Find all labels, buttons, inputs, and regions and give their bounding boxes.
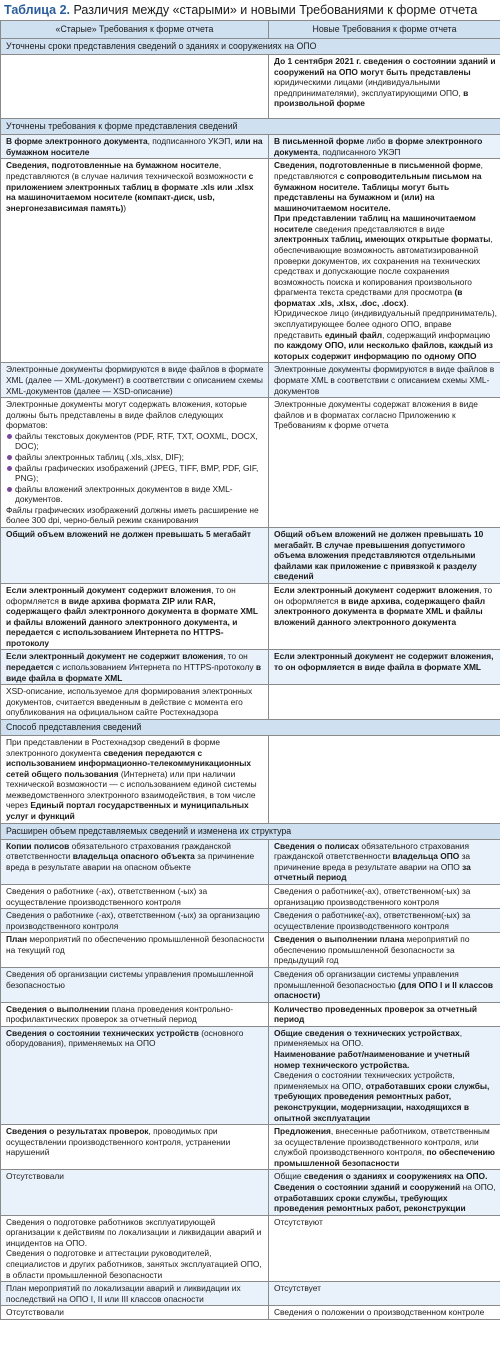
table-row [1, 398, 500, 528]
table-row [1, 933, 500, 968]
bold-run: Общие сведения о технических устройствах [274, 1027, 460, 1038]
text-run: , подписанного УКЭП [317, 146, 401, 157]
cell-new [269, 735, 500, 823]
text-run: , проводимых при осуществлении производственного контроля, устранении нарушений [6, 1126, 231, 1158]
bold-run: Если электронный документ содержит вложения [274, 584, 480, 595]
bold-run: электронных таблиц, имеющих открытые форматы [274, 234, 491, 245]
cell-old [1, 583, 269, 649]
cell-old [1, 968, 269, 1003]
cell-old [1, 685, 269, 720]
cell-old [1, 735, 269, 823]
text-run: Отсутствуют [274, 1216, 323, 1227]
bold-run: Сведения о выполнении плана [274, 934, 405, 945]
text-run: Общие [274, 1171, 304, 1182]
cell-paragraph: Файлы графических изображений должны иметь расширение не более 300 dpi, черно-белый режим сканирования [6, 504, 259, 526]
cell-new [269, 1170, 500, 1215]
cell-paragraph [274, 1028, 497, 1049]
cell-paragraph [274, 1171, 497, 1182]
header-row [1, 21, 500, 39]
cell-paragraph [274, 308, 497, 361]
text-run: (Интернета) или при наличии технической возможности — с использованием единой системы межведомственного электронного взаимодействия, в том числе через [6, 768, 257, 811]
section-title: Уточнены требования к форме представления сведений [1, 119, 500, 135]
cell-old [1, 1170, 269, 1215]
table-row [1, 1125, 500, 1170]
text-run: , представляются [274, 160, 483, 181]
bold-run: Общий объем вложений не должен превышать 10 мегабайт. [274, 529, 484, 550]
cell-paragraph [6, 1248, 265, 1280]
section-row [1, 823, 500, 839]
text-run: , то он оформляется [274, 584, 493, 606]
cell-new [269, 1215, 500, 1281]
text-run: . [406, 297, 409, 308]
text-run: Отсутствовали [6, 1307, 64, 1318]
cell-paragraph [274, 160, 497, 213]
text-run: , обеспечивающие возможность автоматизированной проверки документов, их сохранения на технических средствах и допускающие после сохранения возможность поиска и копирования произвольного фрагмента текста средствами для просмотра [274, 234, 493, 298]
bold-run: Единый портал государственных и муниципальных услуг и функций [6, 800, 249, 821]
text-run: Сведения о работнике(-ах), ответственном(-ых) за осуществление производственного контроля [274, 910, 471, 931]
text-run: за причинение вреда в результате аварии на опасном объекте [6, 851, 255, 872]
bold-run: Сведения о состоянии технических устройств [6, 1027, 199, 1038]
text-run: Отсутствует [274, 1283, 321, 1294]
column-header-new: Новые Требования к форме отчета [269, 21, 500, 39]
text-run: Электронные документы формируются в виде файлов в формате XML в соответствии с описанием схемы XML-документов [274, 364, 495, 396]
section-title: Способ представления сведений [1, 719, 500, 735]
table-row [1, 839, 500, 884]
cell-old [1, 1125, 269, 1170]
bold-run: Сведения о состоянии зданий и сооружений [274, 1182, 461, 1192]
bold-run: До 1 сентября 2021 г. сведения о состоянии зданий и сооружений на ОПО могут быть представлены [274, 56, 496, 77]
bold-run: Сведения о выполнении [6, 1003, 110, 1014]
section-title: Расширен объем представляемых сведений и изменена их структура [1, 823, 500, 839]
list-item: файлы вложений электронных документов в виде XML-документов. [6, 484, 265, 505]
bold-run: сведения передаются с использованием информационно-телекоммуникационных сетей общего пользования [6, 747, 252, 779]
bold-run: по каждому ОПО, или несколько файлов, каждый из которых содержит информацию по одному ОПО [274, 340, 493, 361]
cell-new [269, 968, 500, 1003]
text-run: Сведения о работнике (-ах), ответственном (-ых) за организацию производственного контроля [6, 910, 260, 931]
cell-paragraph [274, 1182, 497, 1214]
table-row [1, 159, 500, 363]
table-row [1, 884, 500, 908]
bold-run: отработавших сроки службы, требующих проведения ремонтных работ, реконструкции, модернизации, находящихся в опытной эксплуатации [274, 1080, 490, 1123]
bold-run: Сведения, подготовленные на бумажном носителе [6, 160, 219, 171]
cell-paragraph [274, 1070, 497, 1123]
text-run: сведения представляются в виде [312, 223, 445, 234]
text-run: (основного оборудования), применяемых на ОПО [6, 1027, 244, 1049]
cell-new [269, 398, 500, 528]
bold-run: в произвольной форме [274, 87, 469, 109]
text-run: Сведения об организации системы управления промышленной безопасностью [6, 969, 254, 990]
bold-run: отработавших сроки службы, требующих проведения ремонтных работ, реконструкции [274, 1192, 466, 1214]
cell-new [269, 650, 500, 685]
text-run: мероприятий по обеспечению промышленной безопасности за предыдущий год [274, 934, 470, 966]
text-run: Сведения о подготовке и аттестации руководителей, специалистов и других работников, занятых эксплуатацией ОПО, в области промышленной безопасности [6, 1248, 262, 1280]
text-run: Сведения о положении о производственном контроле [274, 1307, 485, 1318]
text-run: Сведения о работнике(-ах), ответственном(-ых) за организацию производственного контроля [274, 885, 471, 907]
text-run: План мероприятий по локализации аварий и ликвидации их последствий на ОПО I, II или III классов опасности [6, 1283, 241, 1304]
bold-run: Копии полисов [6, 840, 70, 851]
table-row [1, 135, 500, 159]
bold-run: План [6, 934, 28, 945]
cell-old [1, 884, 269, 908]
format-list [6, 431, 265, 505]
text-run: юридическими лицами (индивидуальными предпринимателями), эксплуатирующими ОПО, [274, 77, 464, 98]
table-row [1, 55, 500, 119]
table-number: Таблица 2. [4, 3, 70, 17]
text-run: Электронные документы формируются в виде файлов в формате XML (далее — XML-документ) в соответствии с описанием схемы XML-документов (далее — XSD-описание) [6, 364, 264, 396]
cell-old [1, 1002, 269, 1026]
text-run: Сведения о подготовке работников эксплуатирующей организации к действиям по локализации и ликвидации аварий и инцидентов на ОПО. [6, 1216, 262, 1248]
bold-run: Предложения [274, 1126, 331, 1137]
cell-paragraph [274, 213, 497, 308]
text-run: ) [123, 202, 127, 213]
text-run: , применяемых на ОПО. [274, 1027, 463, 1049]
cell-old [1, 135, 269, 159]
cell-old [1, 650, 269, 685]
bold-run: в виде архива, содержащего файл электронного документа в формате XML и файлы вложений данного электронного документа [274, 595, 486, 627]
cell-old [1, 159, 269, 363]
bold-run: Сведения о полисах [274, 840, 360, 851]
table-row [1, 1026, 500, 1124]
text-run: , подписанного УКЭП, [147, 136, 235, 147]
bold-run: В случае превышения допустимого объема вложения представляются отдельными файлами как приложение с привязкой к разделу сведений [274, 539, 477, 582]
cell-old [1, 1026, 269, 1124]
cell-old [1, 528, 269, 584]
text-run: XSD-описание, используемое для формирования электронных документов, считается введенным в действие с момента его опубликования на официальном сайте Ростехнадзора [6, 686, 253, 718]
bold-run: (для ОПО I и II классов опасности) [274, 979, 494, 1001]
table-row [1, 583, 500, 649]
cell-old [1, 933, 269, 968]
comparison-table [0, 20, 500, 1320]
text-run: Сведения о работнике (-ах), ответственном (-ых) за осуществление производственного контроля [6, 885, 208, 907]
bold-run: Сведения о результатах проверок [6, 1126, 149, 1137]
bold-run: Если электронный документ не содержит вложения, то он оформляется в виде файла в формате XML [274, 651, 494, 672]
cell-new [269, 55, 500, 119]
section-title: Уточнены сроки представления сведений о зданиях и сооружениях на ОПО [1, 39, 500, 55]
text-run: , то он оформляется [6, 584, 236, 606]
bold-run: или на бумажном носителе [6, 136, 263, 157]
cell-new [269, 1026, 500, 1124]
table-row [1, 1282, 500, 1306]
cell-paragraph [274, 1049, 497, 1070]
list-item: файлы электронных таблиц (.xls,.xlsx, DIF); [6, 452, 265, 463]
text-run: за причинение вреда в результате аварии на ОПО [274, 851, 471, 872]
table-row [1, 1002, 500, 1026]
cell-new [269, 1125, 500, 1170]
text-run: , то он [223, 651, 248, 662]
cell-new [269, 135, 500, 159]
bold-run: единый файл [324, 329, 383, 340]
table-row [1, 363, 500, 398]
bold-run: Если электронный документ не содержит вложения [6, 651, 224, 662]
table-row [1, 1170, 500, 1215]
cell-paragraph [6, 1217, 265, 1249]
text-run: Электронные документы содержат вложения в виде файлов и в форматах согласно Приложению к Требованиям к форме отчета [274, 399, 478, 431]
table-row [1, 1215, 500, 1281]
table-row [1, 1306, 500, 1320]
cell-new [269, 884, 500, 908]
cell-old [1, 55, 269, 119]
text-run: Юридическое лицо (индивидуальный предприниматель), эксплуатирующее более одного ОПО, вправе представить [274, 308, 497, 340]
table-row [1, 685, 500, 720]
bold-run: в виде файла в формате XML [6, 661, 262, 683]
text-run: плана проведения контрольно-профилактических проверок за отчетный период [6, 1003, 233, 1025]
table-row [1, 968, 500, 1003]
cell-old [1, 398, 269, 528]
text-run: , содержащий информацию [382, 329, 491, 340]
table-row [1, 909, 500, 933]
section-row [1, 119, 500, 135]
cell-old [1, 909, 269, 933]
bold-run: При представлении таблиц на машиночитаемом носителе [274, 213, 476, 234]
table-row [1, 528, 500, 584]
text-run: , представляются (в случае наличия технической возможности [6, 160, 249, 181]
text-run: мероприятий по обеспечению промышленной безопасности на текущий год [6, 934, 265, 955]
bold-run: владельца опасного объекта [72, 851, 195, 862]
column-header-old: «Старые» Требования к форме отчета [1, 21, 269, 39]
cell-new [269, 1002, 500, 1026]
text-run: с использованием Интернета по HTTPS-протоколу [53, 661, 256, 672]
cell-new [269, 839, 500, 884]
cell-new [269, 933, 500, 968]
text-run: Отсутствовали [6, 1171, 64, 1182]
text-run: либо [364, 136, 388, 147]
cell-new [269, 685, 500, 720]
cell-new [269, 583, 500, 649]
table-title [0, 0, 500, 20]
bold-run: Количество проведенных проверок за отчетный период [274, 1003, 478, 1025]
cell-new [269, 528, 500, 584]
bold-run: за отчетный период [274, 861, 471, 883]
bold-run: с приложением электронных таблиц в формате .xls или .xlsx на машиночитаемом носителе (компакт-диск, usb, энергонезависимая память) [6, 170, 254, 213]
cell-new [269, 909, 500, 933]
text-run: , внесенные работником, ответственным за осуществление производственного контроля, или службой производственного контроля, [274, 1126, 490, 1158]
text-run: Сведения о состоянии технических устройств, применяемых на ОПО, [274, 1070, 455, 1091]
bold-run: в форме электронного документа [274, 136, 483, 157]
text-run: на ОПО, [460, 1182, 496, 1192]
cell-paragraph: Электронные документы могут содержать вложения, которые должны быть представлены в виде файлов следующих форматов: [6, 399, 247, 431]
text-run: обязательного страхования гражданской ответственности [274, 840, 469, 862]
section-row [1, 39, 500, 55]
bold-run: В письменной форме [274, 136, 365, 147]
cell-new [269, 1306, 500, 1320]
cell-old [1, 1282, 269, 1306]
text-run: Сведения об организации системы управления промышленной безопасностью [274, 969, 459, 990]
bold-run: владельца ОПО [392, 851, 460, 862]
bold-run: по обеспечению промышленной безопасности [274, 1147, 495, 1168]
list-item: файлы графических изображений (JPEG, TIFF, BMP, PDF, GIF, PNG); [6, 463, 265, 484]
cell-new [269, 363, 500, 398]
cell-old [1, 363, 269, 398]
section-row [1, 719, 500, 735]
table-caption: Различия между «старыми» и новыми Требованиями к форме отчета [73, 3, 478, 17]
bold-run: Общий объем вложений не должен превышать 5 мегабайт [6, 529, 252, 540]
bold-run: сведения о зданиях и сооружениях на ОПО. [303, 1171, 488, 1182]
bold-run: Наименование работ/наименование и учетный номер технического устройства. [274, 1049, 470, 1070]
cell-old [1, 1306, 269, 1320]
cell-new [269, 159, 500, 363]
text-run: При представлении в Ростехнадзор сведений в форме электронного документа [6, 736, 220, 758]
table-row [1, 735, 500, 823]
bold-run: В форме электронного документа [6, 136, 148, 147]
bold-run: в виде архива формата ZIP или RAR, содержащего файл электронного документа в формате XML и файлы вложений данного электронного документа, и передается с использованием Интернета по HTTPS-протоколу [6, 595, 258, 648]
cell-new [269, 1282, 500, 1306]
bold-run: с сопроводительным письмом на бумажном носителе. Таблицы могут быть представлены на бумажном и (или) на машиночитаемом носителе. [274, 170, 482, 213]
bold-run: передается [6, 661, 54, 672]
list-item: файлы текстовых документов (PDF, RTF, TXT, OOXML, DOCX, DOC); [6, 431, 265, 452]
table-row [1, 650, 500, 685]
cell-old [1, 839, 269, 884]
bold-run: Сведения, подготовленные в письменной форме [274, 160, 481, 171]
cell-old [1, 1215, 269, 1281]
bold-run: Если электронный документ содержит вложения [6, 584, 212, 595]
bold-run: (в форматах .xls, .xlsx, .doc, .docx) [274, 287, 463, 308]
text-run: обязательного страхования гражданской ответственности [6, 840, 231, 862]
